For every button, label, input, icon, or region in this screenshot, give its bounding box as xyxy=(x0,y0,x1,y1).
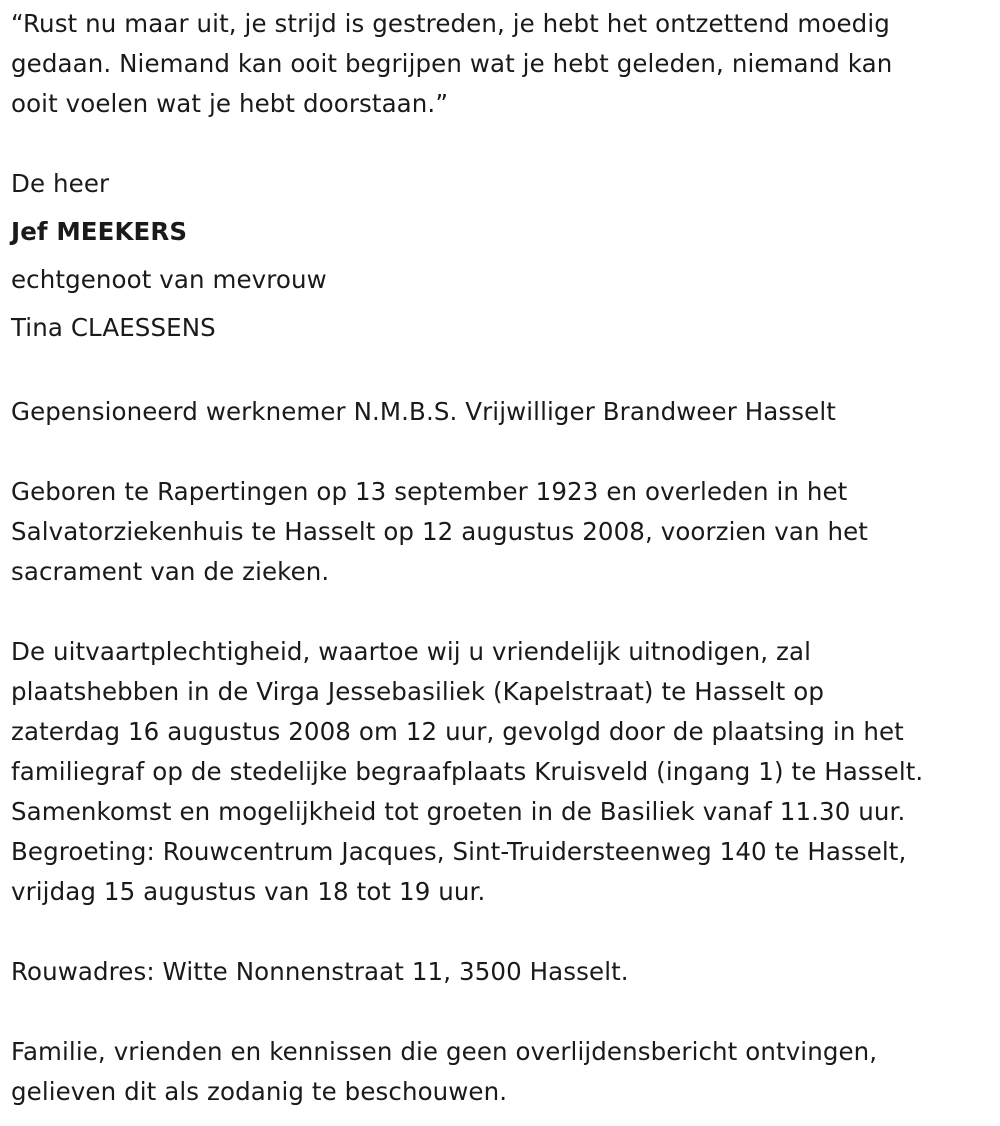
spacer xyxy=(11,124,996,164)
quote-line: ooit voelen wat je hebt doorstaan.” xyxy=(11,89,449,118)
quote-paragraph xyxy=(11,4,996,124)
ceremony-line: Samenkomst en mogelijkheid tot groeten in de Basiliek vanaf 11.30 uur. xyxy=(11,797,906,826)
death-notice xyxy=(11,4,996,1112)
spacer xyxy=(11,352,996,392)
spacer xyxy=(11,432,996,472)
ceremony-line: familiegraf op de stedelijke begraafplaats Kruisveld (ingang 1) te Hasselt. xyxy=(11,757,924,786)
quote-line: gedaan. Niemand kan ooit begrijpen wat je hebt geleden, niemand kan xyxy=(11,49,893,78)
ceremony-line: De uitvaartplechtigheid, waartoe wij u vriendelijk uitnodigen, zal xyxy=(11,637,811,666)
ceremony-line: plaatshebben in de Virga Jessebasiliek (Kapelstraat) te Hasselt op xyxy=(11,677,825,706)
relation-text: echtgenoot van mevrouw xyxy=(11,265,327,294)
quote-line: “Rust nu maar uit, je strijd is gestreden, je hebt het ontzettend moedig xyxy=(11,9,890,38)
ceremony-line: vrijdag 15 augustus van 18 tot 19 uur. xyxy=(11,877,486,906)
spacer xyxy=(11,992,996,1032)
deceased-name: Jef MEEKERS xyxy=(11,217,188,246)
occupation-text: Gepensioneerd werknemer N.M.B.S. Vrijwilliger Brandweer Hasselt xyxy=(11,397,836,426)
person-block xyxy=(11,160,996,352)
closing-line: Familie, vrienden en kennissen die geen overlijdensbericht ontvingen, xyxy=(11,1037,878,1066)
ceremony-line: Begroeting: Rouwcentrum Jacques, Sint-Truidersteenweg 140 te Hasselt, xyxy=(11,837,907,866)
spacer xyxy=(11,592,996,632)
spouse-name: Tina CLAESSENS xyxy=(11,313,216,342)
birth-death-paragraph xyxy=(11,472,996,592)
mourning-address: Rouwadres: Witte Nonnenstraat 11, 3500 Hasselt. xyxy=(11,957,629,986)
spacer xyxy=(11,912,996,952)
ceremony-paragraph xyxy=(11,632,996,912)
birth-death-line: Geboren te Rapertingen op 13 september 1923 en overleden in het xyxy=(11,477,848,506)
closing-line: gelieven dit als zodanig te beschouwen. xyxy=(11,1077,508,1106)
birth-death-line: Salvatorziekenhuis te Hasselt op 12 augustus 2008, voorzien van het xyxy=(11,517,868,546)
closing-paragraph xyxy=(11,1032,996,1112)
ceremony-line: zaterdag 16 augustus 2008 om 12 uur, gevolgd door de plaatsing in het xyxy=(11,717,904,746)
salutation: De heer xyxy=(11,169,110,198)
birth-death-line: sacrament van de zieken. xyxy=(11,557,330,586)
